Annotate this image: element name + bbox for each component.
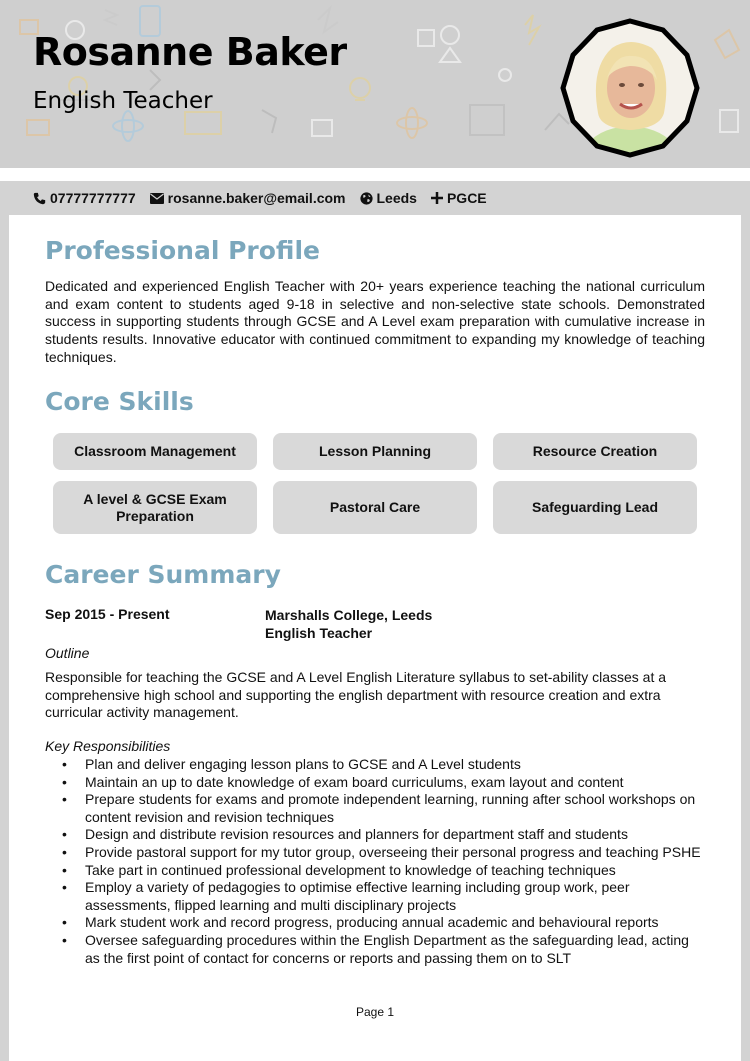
skill-pill: Classroom Management <box>53 433 257 470</box>
page-number: Page 1 <box>355 1005 395 1019</box>
responsibilities-label: Key Responsibilities <box>45 738 171 754</box>
list-item: • Employ a variety of pedagogies to optimise effective learning including group work, peer assessments, flipped learning and multi disciplinary projects <box>45 879 705 914</box>
skill-pill: Lesson Planning <box>273 433 477 470</box>
contact-phone[interactable] <box>33 190 136 206</box>
skills-heading: Core Skills <box>45 387 194 416</box>
list-item: • Plan and deliver engaging lesson plans to GCSE and A Level students <box>45 756 705 774</box>
list-item: • Take part in continued professional development to knowledge of teaching techniques <box>45 862 705 880</box>
profile-heading: Professional Profile <box>45 236 320 265</box>
list-item: • Provide pastoral support for my tutor group, overseeing their personal progress and teaching PSHE <box>45 844 705 862</box>
qualification-text: PGCE <box>446 190 487 206</box>
list-item: • Mark student work and record progress, producing annual academic and behavioural reports <box>45 914 705 932</box>
outline-label: Outline <box>45 645 90 661</box>
phone-number: 07777777777 <box>50 190 136 206</box>
skill-pill: Safeguarding Lead <box>493 481 697 534</box>
career-heading: Career Summary <box>45 560 281 589</box>
job-employer: Marshalls College, Leeds <box>265 607 433 623</box>
contact-bar <box>0 181 750 215</box>
location-text: Leeds <box>376 190 417 206</box>
job-employer-block <box>265 606 432 642</box>
list-item: • Design and distribute revision resources and planners for department staff and students <box>45 826 705 844</box>
envelope-icon <box>150 193 164 204</box>
skill-pill: A level & GCSE Exam Preparation <box>53 481 257 534</box>
contact-qualification <box>431 190 487 206</box>
skills-grid <box>53 433 697 534</box>
header-divider <box>0 168 750 181</box>
profile-photo <box>560 18 700 158</box>
plus-icon <box>431 192 443 204</box>
responsibilities-list <box>45 756 705 967</box>
globe-icon <box>360 192 373 205</box>
profile-text: Dedicated and experienced English Teacher with 20+ years experience teaching the national curriculum and exam content to students aged 9-18 in selective and non-selective state schools. Demonstrated success in supporting students through GCSE and A Level exam preparation with cumulative increase in students results. Innovative educator with continued commitment to expanding my knowledge of teaching techniques. <box>45 278 705 365</box>
list-item: • Oversee safeguarding procedures within the English Department as the safeguarding lead, acting as the first point of contact for concerns or reports and passing them on to SLT <box>45 932 705 967</box>
list-item: • Prepare students for exams and promote independent learning, running after school workshops on content revision and revision techniques <box>45 791 705 826</box>
skill-pill: Pastoral Care <box>273 481 477 534</box>
candidate-name: Rosanne Baker <box>33 30 347 74</box>
email-address: rosanne.baker@email.com <box>167 190 346 206</box>
list-item: • Maintain an up to date knowledge of exam board curriculums, exam layout and content <box>45 774 705 792</box>
phone-icon <box>33 192 46 205</box>
contact-location <box>360 190 417 206</box>
contact-email[interactable] <box>150 190 346 206</box>
outline-text: Responsible for teaching the GCSE and A Level English Literature syllabus to set-ability classes at a comprehensive high school and supporting the english department with resource creation and extra curricular activity management. <box>45 669 667 721</box>
cv-page <box>9 215 741 1061</box>
candidate-title: English Teacher <box>33 88 213 114</box>
skill-pill: Resource Creation <box>493 433 697 470</box>
job-role: English Teacher <box>265 625 373 641</box>
job-dates: Sep 2015 - Present <box>45 606 170 622</box>
header-banner <box>0 0 750 168</box>
